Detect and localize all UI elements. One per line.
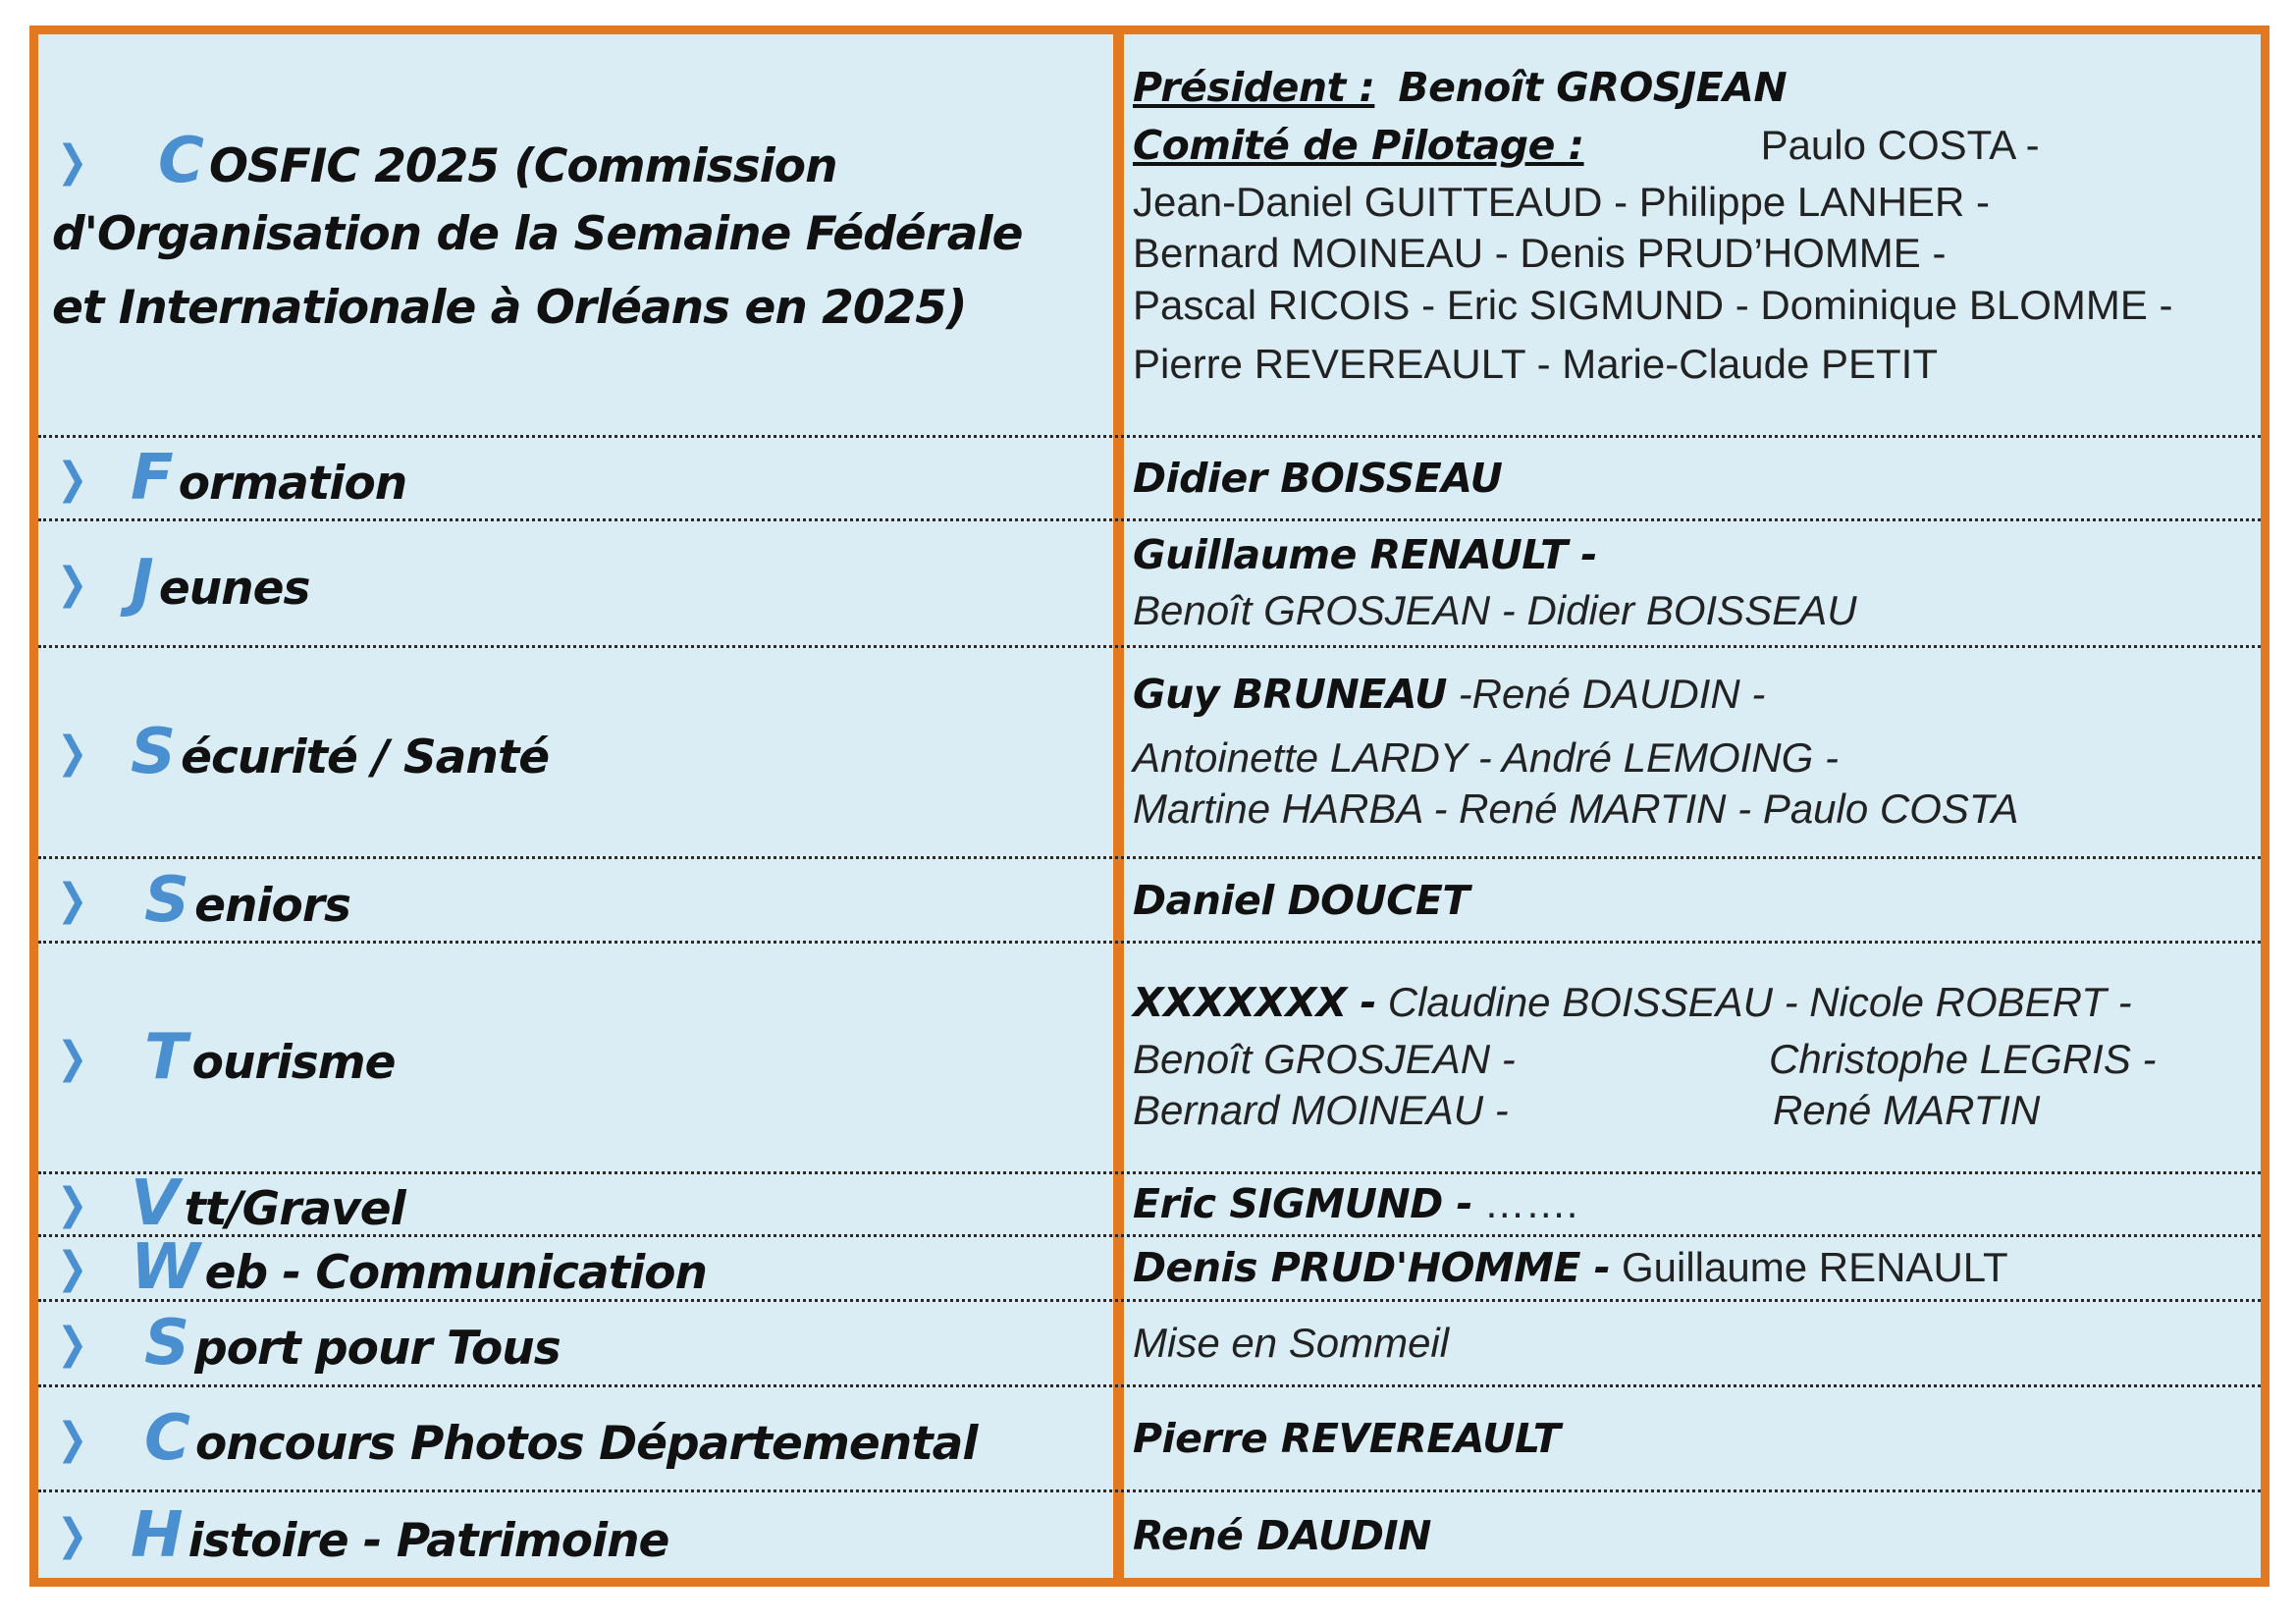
row-title: S eniors [144, 863, 350, 937]
row-title: W eb - Communication [131, 1231, 708, 1304]
row-lead: Denis PRUD'HOMME - [1133, 1243, 1611, 1291]
row-title: F ormation [131, 442, 407, 514]
chevron-right-icon: ❯ [57, 1242, 88, 1293]
row-members: Bernard MOINEAU - [1133, 1087, 1509, 1134]
table-row-jeunes [38, 521, 2261, 645]
table-row-vtt-gravel [38, 1167, 2261, 1240]
comite-members-line: Pascal RICOIS - Eric SIGMUND - Dominique BLOMME - [1133, 281, 2173, 328]
row-lead: René DAUDIN [1133, 1511, 1431, 1559]
comite-members-line: Bernard MOINEAU - Denis PRUD’HOMME - [1133, 230, 1947, 277]
row-title: T ourisme [144, 1021, 396, 1094]
chevron-right-icon: ❯ [57, 1032, 88, 1083]
row-title: C OSFIC 2025 (Commission [158, 125, 837, 197]
row-title: C oncours Photos Départemental [144, 1402, 978, 1475]
row-lead: Guy BRUNEAU [1133, 671, 1447, 719]
row-members: Martine HARBA - René MARTIN - Paulo COSTA [1133, 785, 2019, 833]
table-row-securite-sante [38, 648, 2261, 856]
row-status: Mise en Sommeil [1133, 1319, 1450, 1366]
row-members: René MARTIN [1773, 1087, 2041, 1134]
row-title-line-3: et Internationale à Orléans en 2025) [52, 281, 967, 335]
row-members: ……. [1472, 1179, 1578, 1226]
chevron-right-icon: ❯ [57, 135, 88, 187]
table-row-formation [38, 438, 2261, 518]
comite-member: Paulo COSTA - [1760, 121, 2040, 168]
chevron-right-icon: ❯ [57, 558, 88, 609]
chevron-right-icon: ❯ [57, 1413, 88, 1464]
table-row-concours-photos [38, 1387, 2261, 1489]
row-members: Antoinette LARDY - André LEMOING - [1133, 733, 1839, 781]
table-row-tourisme [38, 944, 2261, 1171]
row-lead: Guillaume RENAULT - [1133, 530, 1597, 578]
row-lead: Didier BOISSEAU [1133, 455, 1503, 502]
president-name: Benoît GROSJEAN [1398, 64, 1788, 111]
chevron-right-icon: ❯ [57, 1510, 88, 1560]
chevron-right-icon: ❯ [57, 453, 88, 504]
table-row-web-communication [38, 1231, 2261, 1304]
row-title: S écurité / Santé [131, 716, 550, 788]
comite-members-line: Pierre REVEREAULT - Marie-Claude PETIT [1133, 341, 1939, 388]
row-members: Claudine BOISSEAU - Nicole ROBERT - [1376, 978, 2132, 1025]
row-title-line-2: d'Organisation de la Semaine Fédérale [52, 207, 1023, 261]
chevron-right-icon: ❯ [57, 875, 88, 925]
table-row-sport-pour-tous [38, 1302, 2261, 1384]
row-members: -René DAUDIN - [1446, 671, 1766, 718]
row-members: Benoît GROSJEAN - Didier BOISSEAU [1133, 586, 1857, 633]
row-members: Benoît GROSJEAN - [1133, 1036, 1516, 1083]
row-title: H istoire - Patrimoine [131, 1498, 669, 1572]
chevron-right-icon: ❯ [57, 1318, 88, 1369]
row-lead: XXXXXXX - [1133, 978, 1377, 1026]
row-lead: Eric SIGMUND - [1133, 1179, 1473, 1227]
table-row-cosfic [38, 34, 2261, 436]
chevron-right-icon: ❯ [57, 1178, 88, 1229]
table-row-histoire-patrimoine [38, 1492, 2261, 1578]
president-label: Président : [1133, 64, 1375, 111]
row-members: Guillaume RENAULT [1610, 1243, 2008, 1290]
row-members: Christophe LEGRIS - [1769, 1036, 2157, 1083]
chevron-right-icon: ❯ [57, 727, 88, 778]
row-title: S port pour Tous [144, 1307, 561, 1380]
row-title: V tt/Gravel [131, 1167, 405, 1240]
row-title: J eunes [131, 547, 310, 620]
row-lead: Daniel DOUCET [1133, 876, 1469, 924]
comite-members-line: Jean-Daniel GUITTEAUD - Philippe LANHER - [1133, 179, 1990, 225]
table-row-seniors [38, 859, 2261, 941]
row-lead: Pierre REVEREAULT [1133, 1415, 1561, 1462]
comite-label: Comité de Pilotage : [1133, 122, 1584, 169]
